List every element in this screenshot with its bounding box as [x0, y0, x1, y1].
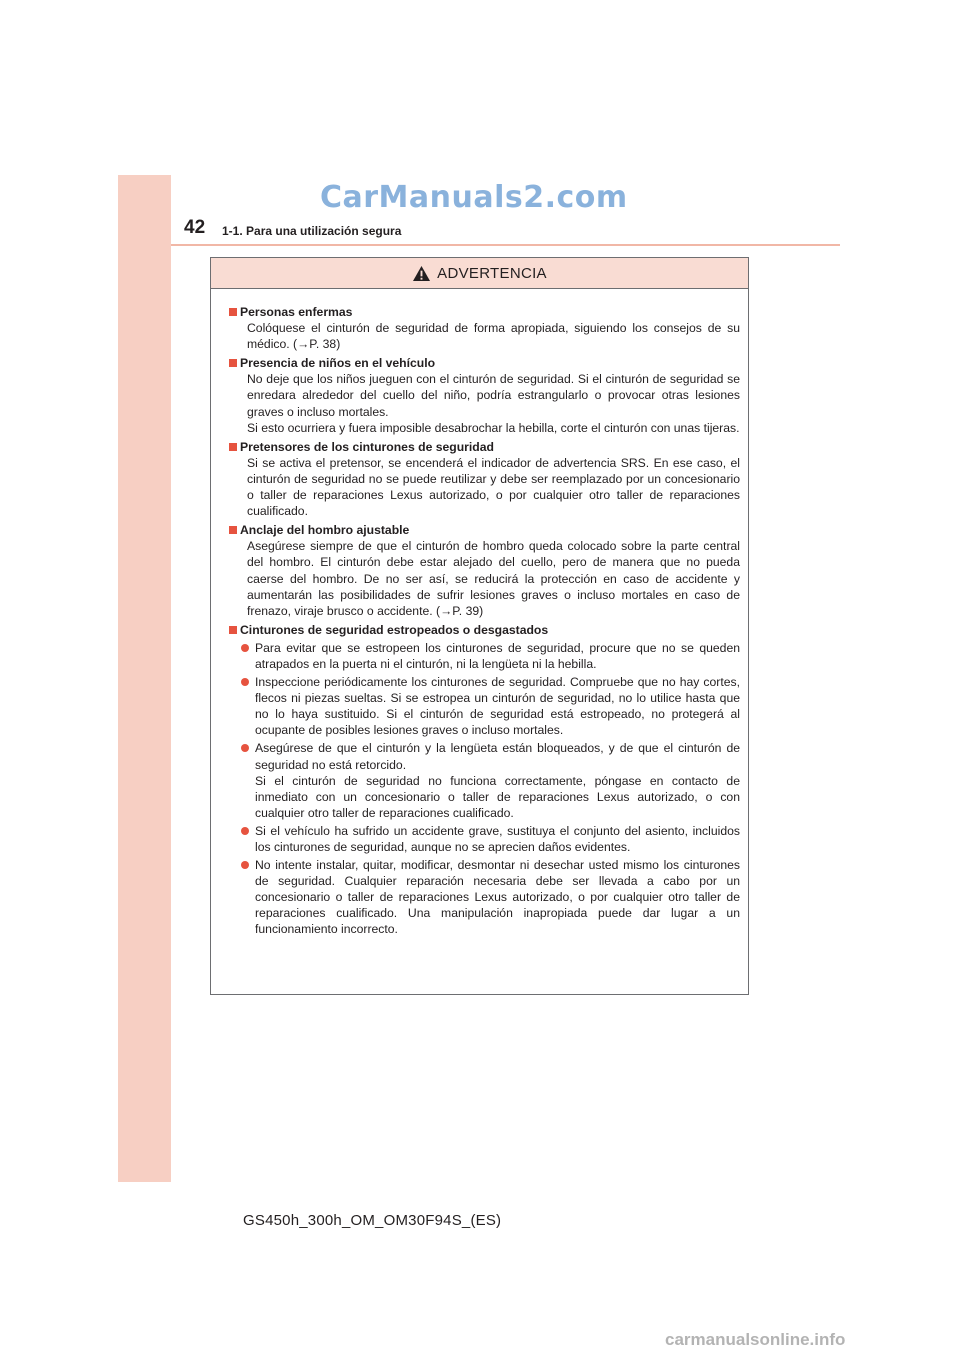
square-bullet-icon [229, 526, 237, 534]
circle-bullet-icon [241, 744, 249, 752]
bullet-item [241, 740, 740, 820]
section-paragraphs [247, 538, 740, 618]
circle-bullet-icon [241, 861, 249, 869]
paragraph: Colóquese el cinturón de seguridad de forma apropiada, siguiendo los consejos de su médico. (→P. 38) [247, 321, 740, 352]
bullet-text [255, 674, 740, 738]
bullet-text [255, 823, 740, 855]
bullet-paragraph: Si el vehículo ha sufrido un accidente grave, sustituya el conjunto del asiento, incluidos los cinturones de seguridad, aunque no se aprecien daños evidentes. [255, 823, 740, 854]
square-bullet-icon [229, 443, 237, 451]
bullet-text [255, 740, 740, 820]
warning-body [211, 289, 748, 938]
section-heading-text: Personas enfermas [240, 305, 353, 319]
circle-bullet-icon [241, 644, 249, 652]
paragraph: Si esto ocurriera y fuera imposible desabrochar la hebilla, corte el cinturón con unas tijeras. [247, 420, 740, 435]
section-title: 1-1. Para una utilización segura [222, 224, 402, 238]
section-heading-text: Pretensores de los cinturones de seguridad [240, 439, 494, 454]
warning-header [211, 258, 748, 289]
warning-triangle-icon [412, 265, 431, 282]
section-heading [229, 355, 740, 371]
warning-box [210, 257, 749, 995]
section-heading-text: Presencia de niños en el vehículo [240, 356, 436, 371]
bullet-paragraph: Si el cinturón de seguridad no funciona correctamente, póngase en contacto de inmediato con un concesionario o taller de reparaciones Lexus autorizado, o con cualquier otro taller de reparaciones cualificado. [255, 773, 740, 820]
square-bullet-icon [229, 359, 237, 367]
circle-bullet-icon [241, 827, 249, 835]
section-heading [229, 522, 740, 538]
section-heading [229, 622, 740, 638]
watermark-bottom: carmanualsonline.info [665, 1330, 846, 1349]
bullet-item [241, 857, 740, 937]
section-heading [229, 304, 740, 320]
paragraph: Si se activa el pretensor, se encenderá el indicador de advertencia SRS. En ese caso, el cinturón de seguridad no se puede reutilizar y debe ser reemplazado por un concesionario o taller de reparaciones Lexus autorizado, o por cualquier otro taller de reparaciones cualificado. [247, 455, 740, 519]
section-paragraphs [247, 320, 740, 352]
section-heading-text: Anclaje del hombro ajustable [240, 523, 410, 538]
bullet-text [255, 857, 740, 937]
section-paragraphs [247, 455, 740, 519]
section-paragraphs [247, 371, 740, 435]
bullet-paragraph: Inspeccione periódicamente los cinturones de seguridad. Compruebe que no hay cortes, flecos ni piezas sueltas. Si se estropea un cinturón de seguridad, no lo utilice hasta que no lo haya sustituido. Si el cinturón de seguridad está estropeado, no protegerá al ocupante de posibles lesiones graves o incluso mortales. [255, 675, 740, 738]
paragraph: Asegúrese siempre de que el cinturón de hombro queda colocado sobre la parte central del hombro. El cinturón debe estar alejado del cuello, pero de manera que no pueda caerse del hombro. De no ser así, se reducirá la protección en caso de accidente y aumentarán las posibilidades de sufrir lesiones graves o incluso mortales en caso de frenazo, viraje brusco o accidente. (→P. 39) [247, 539, 740, 618]
bullet-paragraph: No intente instalar, quitar, modificar, desmontar ni desechar usted mismo los cinturones de seguridad. Cualquier reparación necesaria debe ser llevada a cabo por un concesionario o taller de reparaciones Lexus autorizado, o por cualquier otro taller de reparaciones cualificado. Una manipulación inapropiada puede dar lugar a un funcionamiento incorrecto. [255, 858, 740, 937]
bullet-item [241, 640, 740, 672]
section-heading-text: Cinturones de seguridad estropeados o desgastados [240, 622, 549, 637]
header-rule [171, 244, 840, 246]
bullet-item [241, 674, 740, 738]
bullet-paragraph: Para evitar que se estropeen los cinturones de seguridad, procure que no se queden atrapados en la puerta ni el cinturón, ni la lengüeta ni la hebilla. [255, 640, 740, 671]
side-band [118, 175, 171, 1182]
square-bullet-icon [229, 626, 237, 634]
paragraph: No deje que los niños jueguen con el cinturón de seguridad. Si el cinturón de seguridad se enredara alrededor del cuello del niño, podría estrangularlo o provocar otras lesiones graves o incluso mortales. [247, 372, 740, 419]
bullet-text [255, 640, 740, 672]
bullet-item [241, 823, 740, 855]
footer-code: GS450h_300h_OM_OM30F94S_(ES) [243, 1212, 502, 1229]
circle-bullet-icon [241, 678, 249, 686]
warning-title: ADVERTENCIA [437, 264, 547, 282]
watermark-top: CarManuals2.com [320, 180, 628, 215]
square-bullet-icon [229, 308, 237, 316]
page-number: 42 [184, 217, 206, 238]
section-heading [229, 439, 740, 455]
bullet-paragraph: Asegúrese de que el cinturón y la lengüeta están bloqueados, y de que el cinturón de seguridad no está retorcido. [255, 741, 740, 772]
